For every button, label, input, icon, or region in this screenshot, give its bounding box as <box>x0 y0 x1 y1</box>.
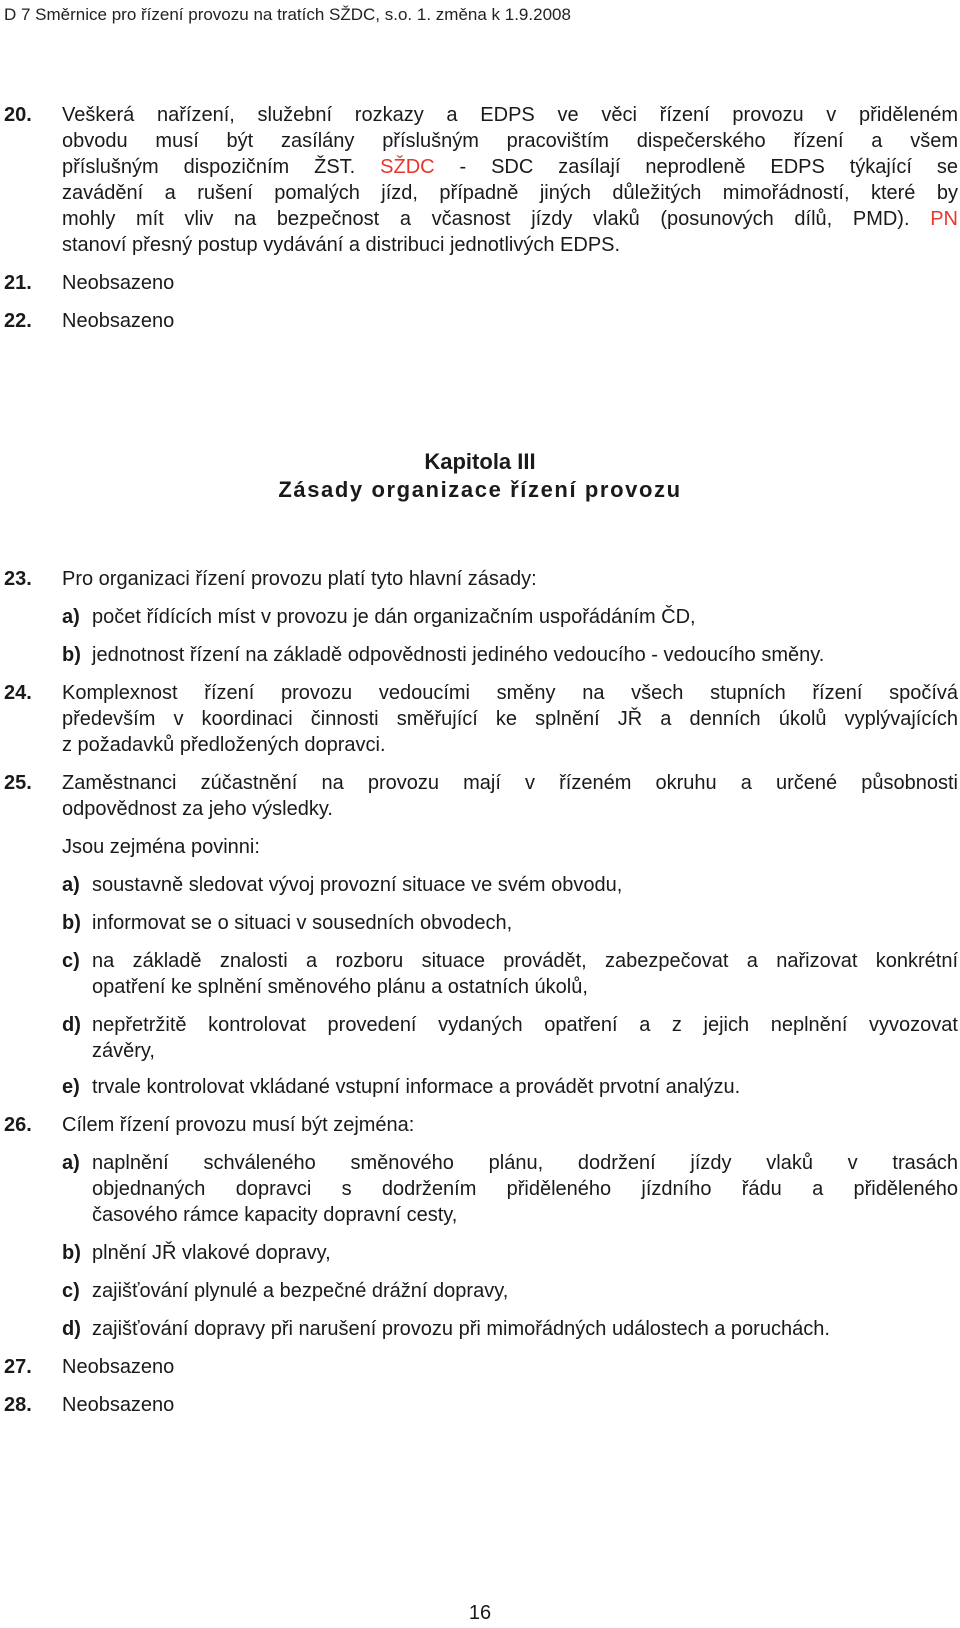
item-26-sub-a-label: a) <box>62 1152 80 1174</box>
item-25-sub-d-text <box>92 1012 958 1064</box>
item-20-line-5a: mohly mít vliv na bezpečnost a včasnost jízdy vlaků (posunových dílů, PMD). <box>62 208 910 230</box>
item-number-28: 28. <box>4 1394 32 1416</box>
item-26-sub-c-label: c) <box>62 1280 80 1302</box>
item-25-sub-d-label: d) <box>62 1014 81 1036</box>
item-number-23: 23. <box>4 568 32 590</box>
item-26-sub-b-label: b) <box>62 1242 81 1264</box>
item-text-28: Neobsazeno <box>62 1394 175 1416</box>
item-26-sub-c-text: zajišťování plynulé a bezpečné drážní dopravy, <box>92 1280 509 1302</box>
item-25-sub-d-line-2: závěry, <box>92 1040 155 1062</box>
item-number-20: 20. <box>4 104 32 126</box>
item-26-sub-a-line-2: objednaných dopravci s dodržením přiděleného jízdního řádu a přiděleného <box>92 1178 958 1200</box>
document-header: D 7 Směrnice pro řízení provozu na tratích SŽDC, s.o. 1. změna k 1.9.2008 <box>4 5 571 24</box>
chapter-subtitle: Zásady organizace řízení provozu <box>278 477 682 502</box>
item-26-sub-a-line-3: časového rámce kapacity dopravní cesty, <box>92 1204 458 1226</box>
item-number-26: 26. <box>4 1114 32 1136</box>
item-20-line-6: stanoví přesný postup vydávání a distribuci jednotlivých EDPS. <box>62 234 621 256</box>
item-20-line-3b: - SDC zasílají neprodleně EDPS týkající se <box>434 156 958 178</box>
item-number-22: 22. <box>4 310 32 332</box>
item-26-sub-d-label: d) <box>62 1318 81 1340</box>
item-20-line-4: zavádění a rušení pomalých jízd, případně jiných důležitých mimořádností, které by <box>62 182 958 204</box>
item-26-sub-a-line-1: naplnění schváleného směnového plánu, dodržení jízdy vlaků v trasách <box>92 1152 958 1174</box>
item-25-sub-e-text: trvale kontrolovat vkládané vstupní informace a provádět prvotní analýzu. <box>92 1076 741 1098</box>
item-text-21: Neobsazeno <box>62 272 175 294</box>
item-25-sub-b-text: informovat se o situaci v sousedních obvodech, <box>92 912 513 934</box>
item-text-27: Neobsazeno <box>62 1356 175 1378</box>
item-24-line-1: Komplexnost řízení provozu vedoucími směny na všech stupních řízení spočívá <box>62 682 958 704</box>
item-text-22: Neobsazeno <box>62 310 175 332</box>
item-number-24: 24. <box>4 682 32 704</box>
szdc-highlight: SŽDC <box>380 156 435 178</box>
item-number-21: 21. <box>4 272 32 294</box>
item-20-line-3a: příslušným dispozičním ŽST. <box>62 156 356 178</box>
item-text-26: Cílem řízení provozu musí být zejména: <box>62 1114 415 1136</box>
chapter-title: Kapitola III <box>424 449 536 474</box>
item-25-sub-e-label: e) <box>62 1076 80 1098</box>
item-23-sub-a-label: a) <box>62 606 80 628</box>
item-26-sub-a-text <box>92 1150 958 1228</box>
item-text-23: Pro organizaci řízení provozu platí tyto hlavní zásady: <box>62 568 537 590</box>
item-20-line-1: Veškerá nařízení, služební rozkazy a EDPS ve věci řízení provozu v přiděleném <box>62 104 958 126</box>
item-25-sub-a-label: a) <box>62 874 80 896</box>
item-24-line-2: především v koordinaci činnosti směřující ke splnění JŘ a denních úkolů vyplývajících <box>62 708 958 730</box>
item-25-sub-d-line-1: nepřetržitě kontrolovat provedení vydaných opatření a z jejich neplnění vyvozovat <box>92 1014 958 1036</box>
item-20-line-3 <box>62 154 958 180</box>
item-25-sub-c-line-2: opatření ke splnění směnového plánu a ostatních úkolů, <box>92 976 588 998</box>
item-text-24 <box>62 680 958 758</box>
item-25-sub-c-line-1: na základě znalosti a rozboru situace provádět, zabezpečovat a nařizovat konkrétní <box>92 950 958 972</box>
item-23-sub-a-text: počet řídících míst v provozu je dán organizačním uspořádáním ČD, <box>92 606 696 628</box>
pn-highlight: PN <box>930 208 958 230</box>
item-26-sub-b-text: plnění JŘ vlakové dopravy, <box>92 1242 331 1264</box>
item-25-sub-a-text: soustavně sledovat vývoj provozní situace ve svém obvodu, <box>92 874 623 896</box>
item-25-sub-c-label: c) <box>62 950 80 972</box>
item-25-line-1: Zaměstnanci zúčastnění na provozu mají v řízeném okruhu a určené působnosti <box>62 772 958 794</box>
item-26-sub-d-text: zajišťování dopravy při narušení provozu při mimořádných událostech a poruchách. <box>92 1318 830 1340</box>
item-text-25 <box>62 770 958 822</box>
page-number: 16 <box>468 1602 492 1624</box>
item-25-intro: Jsou zejména povinni: <box>62 836 260 858</box>
item-number-27: 27. <box>4 1356 32 1378</box>
item-25-sub-b-label: b) <box>62 912 81 934</box>
item-text-20 <box>62 102 958 258</box>
item-20-line-2: obvodu musí být zasílány příslušným pracovištím dispečerského řízení a všem <box>62 130 958 152</box>
item-25-sub-c-text <box>92 948 958 1000</box>
item-23-sub-b-label: b) <box>62 644 81 666</box>
item-20-line-5 <box>62 206 958 232</box>
item-number-25: 25. <box>4 772 32 794</box>
item-24-line-3: z požadavků předložených dopravci. <box>62 734 386 756</box>
item-25-line-2: odpovědnost za jeho výsledky. <box>62 798 333 820</box>
item-23-sub-b-text: jednotnost řízení na základě odpovědnosti jediného vedoucího - vedoucího směny. <box>92 644 825 666</box>
